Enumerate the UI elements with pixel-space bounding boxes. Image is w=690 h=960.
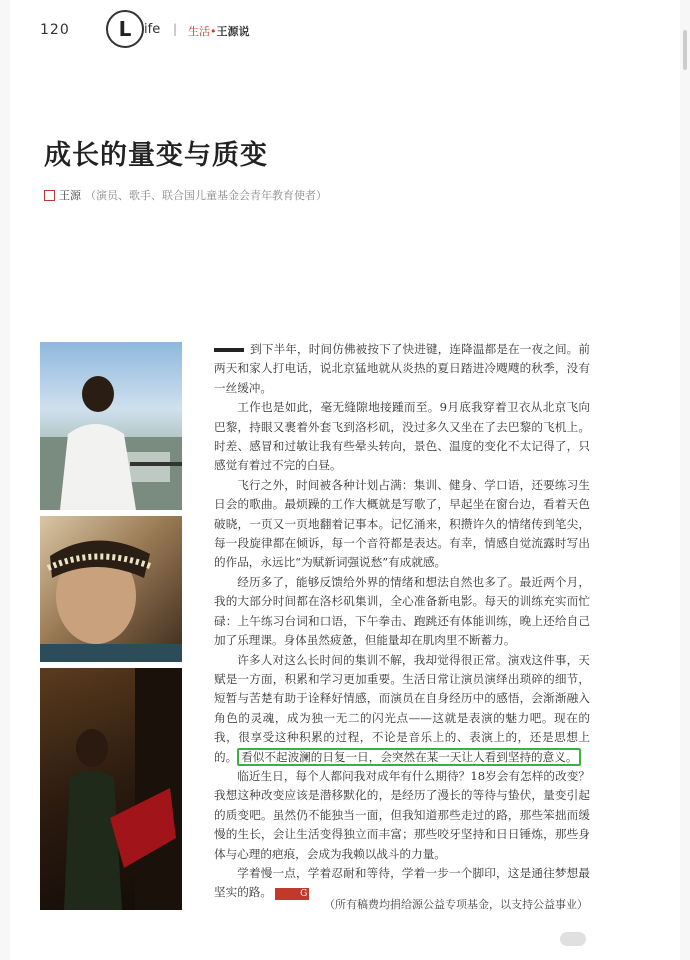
magazine-page — [10, 0, 680, 960]
life-logo-rest: ife — [144, 22, 161, 37]
paragraph-7-text: 学着慢一点，学着忍耐和等待，学着一步一个脚印，这是通往梦想最坚实的路。 — [214, 865, 590, 900]
highlighted-sentence: 看似不起波澜的日复一日，会突然在某一天让人看到坚持的意义。 — [237, 748, 581, 766]
paragraph-5 — [214, 651, 590, 767]
paragraph-2: 工作也是如此，毫无缝隙地接踵而至。9月底我穿着卫衣从北京飞向巴黎，持眼又裹着外套飞到洛杉矶，没过多久又坐在了去巴黎的飞机上。时差、感冒和过敏让我有些晕头转向，景色、温度的变化不太记得了，只感觉有着过不完的白昼。 — [214, 400, 590, 473]
person-on-balcony-photo — [40, 342, 182, 510]
life-logo: L — [106, 10, 144, 48]
page-number: 120 — [40, 22, 70, 38]
header-separator: | — [173, 22, 178, 36]
article-body — [214, 340, 590, 903]
author-marker-icon — [44, 190, 55, 201]
author-name: 王源 — [59, 189, 81, 202]
breadcrumb-dot: • — [210, 25, 217, 38]
seated-figure-dark-photo — [40, 668, 182, 910]
paragraph-4: 经历多了，能够反馈给外界的情绪和想法自然也多了。最近两个月，我的大部分时间都在洛杉矶集训，全心准备新电影。每天的训练充实而忙碌：上午练习台词和口语，下午拳击、跑跳还有体能训练，晚上还给自己加了乐理课。身体虽然疲惫，但能量却在肌肉里不断蓄力。 — [214, 574, 590, 648]
paragraph-1 — [214, 340, 590, 398]
donation-footnote: （所有稿费均捐给源公益专项基金，以支持公益事业） — [324, 898, 588, 911]
drop-dash — [214, 348, 244, 352]
watermark — [560, 932, 586, 946]
paragraph-5-text: 许多人对这么长时间的集训不解，我却觉得很正常。演戏这件事，天赋是一方面，积累和学习更加重要。生活日常让演员演绎出琐碎的细节，短暂与苦楚有助于诠释好情感，而演员在自身经历中的感悟，会渐渐融入角色的灵魂，成为独一无二的闪光点——这就是表演的魅力吧。现在的我，很享受这种积累的过程，不论是音乐上的、表演上的，还是思想上的。 — [214, 652, 590, 764]
article-title: 成长的量变与质变 — [44, 140, 268, 171]
breadcrumb-section: 生活 — [188, 25, 210, 38]
paragraph-6: 临近生日，每个人都问我对成年有什么期待？18岁会有怎样的改变？我想这种改变应该是潜移默化的，是经历了漫长的等待与蛰伏，量变引起的质变吧。虽然仍不能独当一面，但我知道那些走过的路，那些笨拙而缓慢的生长，会让生活变得独立而丰富；那些咬牙坚持和日日锤炼，那些身体与心理的疤痕，会成为我赖以战斗的力量。 — [214, 768, 590, 861]
breadcrumb-column: 王源说 — [216, 25, 250, 38]
end-mark-icon: G — [275, 888, 309, 900]
flower-crown-portrait-photo — [40, 516, 182, 662]
paragraph-3: 飞行之外，时间被各种计划占满：集训、健身、学口语，还要练习生日会的歌曲。最烦躁的工作大概就是写歌了，早起坐在窗台边，看着天色破晓，一页又一页地翻着记事本。记忆涌来，积攒许久的情绪传到笔尖，每一段旋律都在倾诉，每一个音符都是表达。有幸，情感自觉流露时写出的作品，永远比“为赋新词强说愁”有成就感。 — [214, 477, 590, 570]
scrollbar[interactable] — [683, 30, 687, 70]
author-description: （演员、歌手、联合国儿童基金会青年教育使者） — [85, 189, 327, 202]
breadcrumb — [188, 23, 250, 39]
paragraph-1-text: 到下半年，时间仿佛被按下了快进键，连降温都是在一夜之间。前两天和家人打电话，说北京猛地就从炎热的夏日踏进冷飕飕的秋季，没有一丝缓冲。 — [214, 342, 590, 395]
author-line — [44, 187, 327, 203]
watermark-bubble-icon — [560, 932, 586, 946]
